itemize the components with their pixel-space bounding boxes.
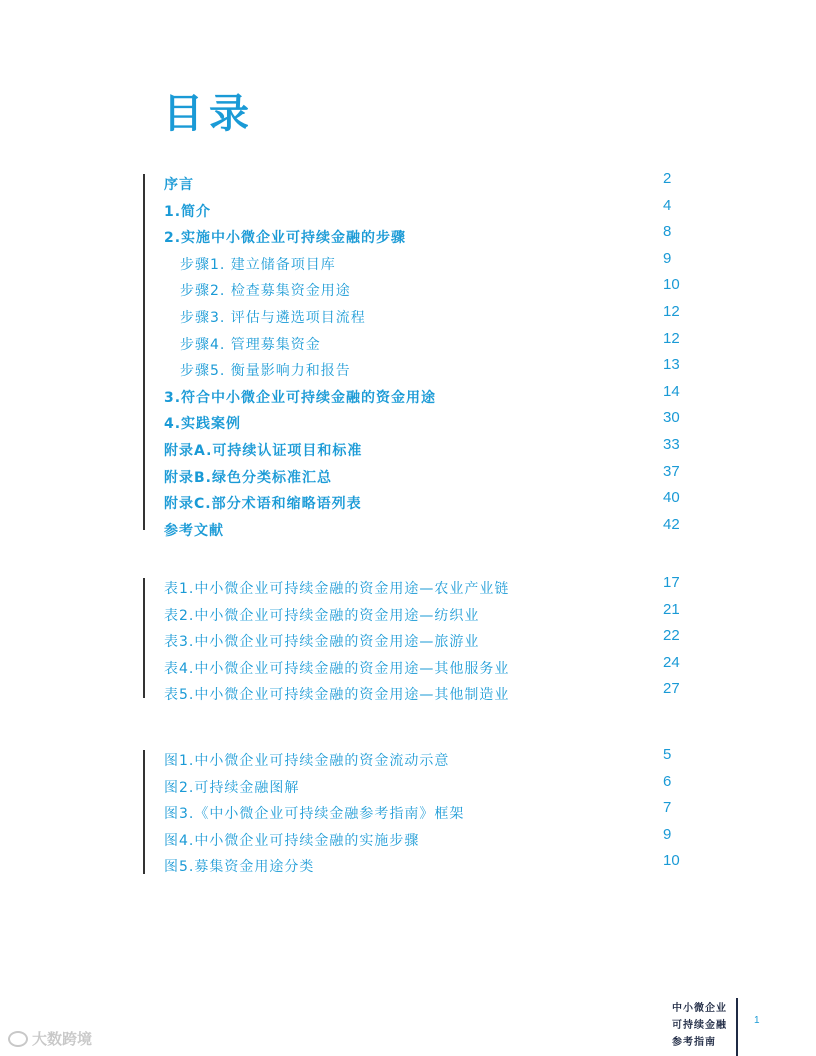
toc-entry[interactable] xyxy=(0,329,816,360)
toc-entry-page-number: 37 xyxy=(663,462,680,480)
toc-entry-page-number: 13 xyxy=(663,356,680,374)
toc-entry[interactable] xyxy=(0,436,816,466)
table-entry-label: 表1.中小微企业可持续金融的资金用途—农业产业链 xyxy=(164,581,510,597)
table-entry[interactable] xyxy=(0,653,816,684)
toc-entry[interactable] xyxy=(0,356,816,386)
figure-entry-page-number: 6 xyxy=(663,772,672,790)
figure-entry-label: 图5.募集资金用途分类 xyxy=(164,859,315,876)
watermark-logo-icon xyxy=(8,1031,28,1047)
toc-entry[interactable] xyxy=(0,409,816,439)
figure-entry[interactable] xyxy=(0,772,816,803)
footer-brand-line: 参考指南 xyxy=(672,1037,716,1048)
toc-entry-label: 3.符合中小微企业可持续金融的资金用途 xyxy=(164,389,437,406)
toc-entry-page-number: 40 xyxy=(663,489,680,507)
table-entry-label: 表2.中小微企业可持续金融的资金用途—纺织业 xyxy=(164,607,480,624)
toc-entry-label: 步骤3. 评估与遴选项目流程 xyxy=(180,310,366,326)
toc-entry-label: 2.实施中小微企业可持续金融的步骤 xyxy=(164,230,407,247)
toc-entry-page-number: 2 xyxy=(663,170,672,187)
toc-entry-label: 步骤2. 检查募集资金用途 xyxy=(180,283,351,300)
toc-entry[interactable] xyxy=(0,462,816,493)
footer-brand-line: 中小微企业 xyxy=(672,1003,727,1014)
toc-entry-label: 附录B.绿色分类标准汇总 xyxy=(164,469,332,486)
footer-page-number: 1 xyxy=(754,1015,760,1026)
toc-entry[interactable] xyxy=(0,276,816,306)
table-entry-page-number: 24 xyxy=(663,653,680,671)
figure-entry-page-number: 10 xyxy=(663,852,680,870)
table-entry-page-number: 22 xyxy=(663,627,680,645)
toc-entry[interactable] xyxy=(0,223,816,253)
toc-entry-page-number: 12 xyxy=(663,303,680,320)
toc-entry-label: 附录C.部分术语和缩略语列表 xyxy=(164,496,362,513)
toc-entry-page-number: 12 xyxy=(663,329,680,347)
toc-entry[interactable] xyxy=(0,303,816,333)
figure-entry-label: 图3.《中小微企业可持续金融参考指南》框架 xyxy=(164,806,465,823)
footer-brand-line: 可持续金融 xyxy=(672,1020,727,1031)
toc-entry[interactable] xyxy=(0,249,816,280)
table-entry[interactable] xyxy=(0,600,816,631)
toc-entry-label: 步骤5. 衡量影响力和报告 xyxy=(180,363,351,380)
toc-entry-label: 1.简介 xyxy=(164,203,212,220)
toc-entry-page-number: 30 xyxy=(663,409,680,427)
toc-entry[interactable] xyxy=(0,382,816,413)
figure-entry-label: 图1.中小微企业可持续金融的资金流动示意 xyxy=(164,753,450,769)
watermark-text: 大数跨境 xyxy=(32,1030,93,1048)
toc-entry-label: 附录A.可持续认证项目和标准 xyxy=(164,443,363,459)
toc-entry-label: 4.实践案例 xyxy=(164,416,242,433)
toc-entry-label: 序言 xyxy=(164,177,194,193)
figure-entry-page-number: 9 xyxy=(663,825,672,843)
toc-entry-page-number: 42 xyxy=(663,515,680,533)
toc-entry[interactable] xyxy=(0,196,816,227)
table-entry-label: 表4.中小微企业可持续金融的资金用途—其他服务业 xyxy=(164,660,510,677)
toc-entry[interactable] xyxy=(0,515,816,546)
watermark xyxy=(8,1028,92,1049)
toc-entry-page-number: 33 xyxy=(663,436,680,453)
figure-entry[interactable] xyxy=(0,825,816,856)
footer-brand xyxy=(672,1000,732,1051)
figure-entry-page-number: 7 xyxy=(663,799,672,817)
page-title: 目录 xyxy=(163,91,255,137)
table-entry[interactable] xyxy=(0,627,816,657)
toc-entry-label: 步骤4. 管理募集资金 xyxy=(180,336,321,353)
toc-entry-page-number: 9 xyxy=(663,249,672,267)
toc-entry-page-number: 4 xyxy=(663,196,672,214)
figure-entry-label: 图2.可持续金融图解 xyxy=(164,779,300,796)
figure-entry[interactable] xyxy=(0,799,816,829)
table-entry-label: 表3.中小微企业可持续金融的资金用途—旅游业 xyxy=(164,634,480,651)
table-entry-page-number: 27 xyxy=(663,680,680,698)
table-entry-page-number: 21 xyxy=(663,600,680,618)
toc-entry-label: 步骤1. 建立储备项目库 xyxy=(180,256,336,273)
toc-entry-page-number: 10 xyxy=(663,276,680,294)
table-entry-label: 表5.中小微企业可持续金融的资金用途—其他制造业 xyxy=(164,687,510,704)
figure-entry[interactable] xyxy=(0,852,816,882)
table-entry[interactable] xyxy=(0,574,816,604)
toc-entry[interactable] xyxy=(0,489,816,519)
figure-entry-label: 图4.中小微企业可持续金融的实施步骤 xyxy=(164,832,420,849)
table-entry[interactable] xyxy=(0,680,816,710)
toc-entry-page-number: 8 xyxy=(663,223,672,241)
figure-entry[interactable] xyxy=(0,746,816,776)
toc-entry[interactable] xyxy=(0,170,816,200)
toc-entry-page-number: 14 xyxy=(663,382,680,400)
table-entry-page-number: 17 xyxy=(663,574,680,591)
toc-entry-label: 参考文献 xyxy=(164,522,224,539)
footer-divider xyxy=(736,998,738,1056)
figure-entry-page-number: 5 xyxy=(663,746,672,763)
